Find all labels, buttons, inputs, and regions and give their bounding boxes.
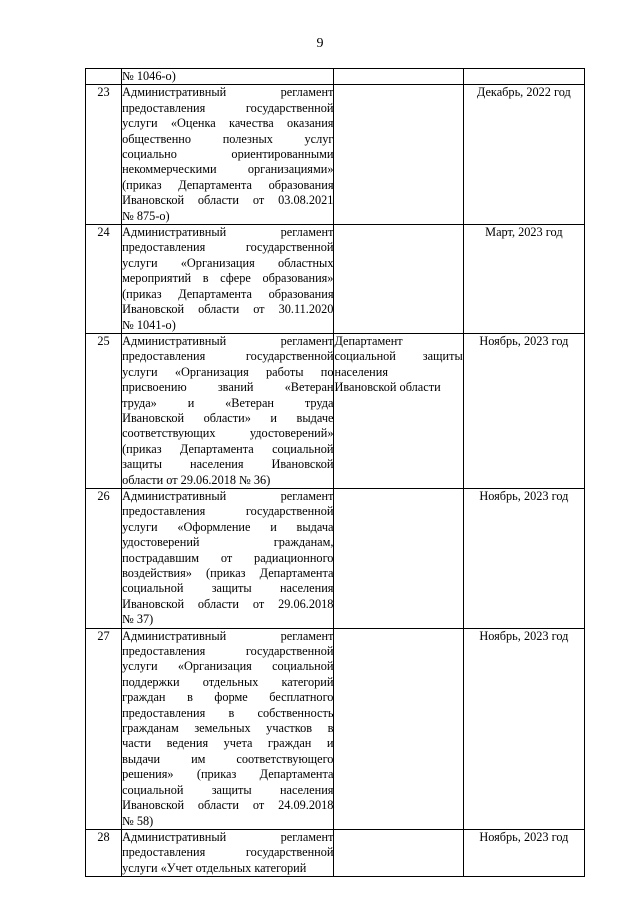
table-row xyxy=(86,333,585,488)
regulation-name-line: № 1041-о) xyxy=(122,317,176,332)
word: социальной xyxy=(272,659,334,674)
word: отдельных xyxy=(202,674,259,689)
department-line: Департамент xyxy=(334,333,403,348)
word: предоставления xyxy=(122,705,206,720)
word: гражданам xyxy=(122,721,179,736)
regulation-name-line xyxy=(122,845,333,860)
word: 30.11.2020 xyxy=(278,302,334,317)
regulation-name-cell xyxy=(122,829,334,876)
deadline-cell: Ноябрь, 2023 год xyxy=(463,829,584,876)
regulation-name-line xyxy=(122,178,333,193)
row-number: 28 xyxy=(86,829,122,876)
word: Ивановской xyxy=(122,798,185,813)
word: пострадавшим xyxy=(122,550,200,565)
regulation-name-line: области от 29.06.2018 № 36) xyxy=(122,472,271,487)
regulation-name-line xyxy=(122,302,333,317)
regulation-name-line xyxy=(122,365,333,380)
table-row xyxy=(86,225,585,334)
word: регламент xyxy=(280,829,334,844)
regulation-name-line xyxy=(122,629,333,644)
regulation-name-line xyxy=(122,690,333,705)
deadline-cell: Ноябрь, 2023 год xyxy=(463,333,584,488)
word: званий xyxy=(217,380,254,395)
regulation-name-line xyxy=(122,334,333,349)
word: Ивановской xyxy=(122,410,185,425)
word: Департамента xyxy=(179,441,254,456)
word: предоставления xyxy=(122,644,206,659)
word: в xyxy=(327,721,334,736)
word: государственной xyxy=(245,644,334,659)
department-cell xyxy=(334,829,463,876)
department-line: Ивановской области xyxy=(334,380,441,395)
regulation-name-line xyxy=(122,798,333,813)
regulation-name-line xyxy=(122,85,333,100)
word: Ивановской xyxy=(122,596,185,611)
word: оказания xyxy=(286,116,334,131)
regulation-name-line xyxy=(122,193,333,208)
word: предоставления xyxy=(122,504,206,519)
regulation-name-line xyxy=(122,411,333,426)
word: удостоверений xyxy=(122,535,200,550)
word: социальной xyxy=(272,441,334,456)
regulation-name-cell xyxy=(122,225,334,334)
word: мероприятий xyxy=(122,271,192,286)
word: защиты xyxy=(211,782,252,797)
word: Департамента xyxy=(259,566,334,580)
regulation-name-line xyxy=(122,225,333,240)
word: регламент xyxy=(280,333,334,348)
word: регламент xyxy=(280,85,334,100)
regulation-name-line xyxy=(122,504,333,519)
word: земельных xyxy=(194,721,251,736)
word: ориентированными xyxy=(231,147,334,162)
word: решения» xyxy=(122,767,174,782)
word: «Ветеран xyxy=(284,380,334,395)
word: социальной xyxy=(122,581,184,596)
regulation-name-line: № 1046-о) xyxy=(122,69,176,83)
department-cell xyxy=(334,488,463,628)
word: радиационного xyxy=(254,550,334,565)
word: Ивановской xyxy=(122,302,185,317)
word: Административный xyxy=(122,628,227,643)
word: от xyxy=(220,550,233,565)
word: социальной xyxy=(122,782,184,797)
word: в xyxy=(202,271,209,286)
department-cell xyxy=(334,628,463,829)
regulation-name-line: услуги «Учет отдельных категорий xyxy=(122,860,307,875)
regulation-name-line xyxy=(122,597,333,612)
word: удостоверений» xyxy=(249,426,334,441)
word: по xyxy=(320,364,334,379)
regulations-table-body xyxy=(86,69,585,877)
regulation-name-line xyxy=(122,581,333,596)
word: 29.06.2018 xyxy=(278,596,334,611)
word: в xyxy=(187,690,193,705)
word: гражданам, xyxy=(273,535,334,550)
word: от xyxy=(253,302,265,317)
word: образования xyxy=(268,286,334,301)
regulation-name-line xyxy=(122,535,333,550)
department-line: населения xyxy=(334,364,389,379)
regulation-name-line xyxy=(122,644,333,659)
word: образования» xyxy=(262,271,334,286)
word: соответствующего xyxy=(236,751,334,766)
word: ведения xyxy=(166,736,209,751)
regulation-name-line xyxy=(122,396,333,411)
word: государственной xyxy=(245,240,334,255)
word: предоставления xyxy=(122,845,206,860)
word: поддержки xyxy=(122,674,180,689)
regulation-name-line xyxy=(122,659,333,674)
word: (приказ xyxy=(196,767,237,782)
regulation-name-line xyxy=(122,101,333,116)
word: полезных xyxy=(222,131,273,146)
word: области xyxy=(197,798,240,813)
regulation-name-line xyxy=(122,489,333,504)
regulation-name-line xyxy=(122,830,333,845)
word: Административный xyxy=(122,488,227,503)
deadline-cell: Ноябрь, 2023 год xyxy=(463,628,584,829)
word: соответствующих xyxy=(122,426,216,441)
department-cell xyxy=(334,333,463,488)
word: Департамента xyxy=(178,177,252,192)
regulation-name-line xyxy=(122,256,333,271)
regulation-name-line xyxy=(122,566,333,581)
word: населения xyxy=(190,457,244,472)
table-row xyxy=(86,69,585,85)
word: выдачи xyxy=(122,751,161,766)
table-row xyxy=(86,85,585,225)
word: общественно xyxy=(122,131,192,146)
word: регламент xyxy=(280,628,334,643)
word: государственной xyxy=(245,100,334,115)
word: (приказ xyxy=(206,566,246,580)
row-number: 25 xyxy=(86,333,122,488)
word: Административный xyxy=(122,225,227,240)
regulation-name-line xyxy=(122,767,333,782)
regulation-name-line xyxy=(122,271,333,286)
word: услуг xyxy=(304,131,334,146)
word: услуги xyxy=(122,116,158,131)
word: населения xyxy=(279,782,334,797)
table-row xyxy=(86,488,585,628)
regulation-name-cell xyxy=(122,85,334,225)
word: от xyxy=(252,596,265,611)
deadline-cell: Март, 2023 год xyxy=(463,225,584,334)
word: услуги xyxy=(122,519,158,534)
word: и xyxy=(326,736,334,751)
regulation-name-line xyxy=(122,380,333,395)
word: труда» xyxy=(122,395,157,410)
regulation-name-line xyxy=(122,736,333,751)
word: бесплатного xyxy=(269,690,334,705)
word: Ивановской xyxy=(271,457,334,472)
word: регламент xyxy=(280,488,334,503)
word: (приказ xyxy=(122,286,162,301)
word: услуги xyxy=(122,364,158,379)
word: Административный xyxy=(122,829,227,844)
word: Ивановской xyxy=(122,193,185,208)
word: (приказ xyxy=(122,441,162,456)
word: Департамента xyxy=(178,286,252,301)
regulation-name-cell xyxy=(122,333,334,488)
word: участков xyxy=(266,721,313,736)
row-number: 26 xyxy=(86,488,122,628)
word: форме xyxy=(214,690,248,705)
word: государственной xyxy=(245,845,334,860)
regulation-name-line xyxy=(122,721,333,736)
table-row xyxy=(86,628,585,829)
word: области» xyxy=(203,410,251,425)
regulation-name-line xyxy=(122,287,333,302)
word: области xyxy=(197,596,240,611)
regulations-table xyxy=(85,68,585,877)
regulation-name-line xyxy=(122,706,333,721)
regulation-name-cell xyxy=(122,69,334,85)
word: от xyxy=(252,193,265,208)
word: организациями» xyxy=(247,162,334,177)
regulation-name-line xyxy=(122,349,333,364)
word: граждан xyxy=(267,736,312,751)
word: некоммерческими xyxy=(122,162,217,177)
word: качества xyxy=(229,116,274,131)
word: области xyxy=(198,302,240,317)
word: «Организация xyxy=(180,255,255,270)
word: части xyxy=(122,736,152,751)
regulation-name-line: № 58) xyxy=(122,813,154,828)
department-line xyxy=(334,349,462,364)
word: 24.09.2018 xyxy=(278,798,334,813)
word: учета xyxy=(223,736,253,751)
word: 03.08.2021 xyxy=(278,193,334,208)
regulation-name-cell xyxy=(122,488,334,628)
word: «Ветеран xyxy=(225,395,274,410)
word: Департамента xyxy=(259,767,334,782)
word: защиты xyxy=(422,349,463,364)
regulation-name-line xyxy=(122,132,333,147)
word: населения xyxy=(279,581,334,596)
table-row xyxy=(86,829,585,876)
department-cell xyxy=(334,85,463,225)
word: «Организация xyxy=(177,659,252,674)
word: образования xyxy=(268,177,334,192)
word: сфере xyxy=(220,271,251,286)
row-number: 27 xyxy=(86,628,122,829)
regulation-name-line xyxy=(122,752,333,767)
word: граждан xyxy=(122,690,166,705)
deadline-cell: Декабрь, 2022 год xyxy=(463,85,584,225)
regulation-name-line: № 875-о) xyxy=(122,208,170,223)
word: области xyxy=(197,193,240,208)
word: областных xyxy=(277,255,334,270)
word: защиты xyxy=(211,581,252,596)
regulation-name-line xyxy=(122,457,333,472)
word: предоставления xyxy=(122,349,206,364)
word: и xyxy=(187,395,195,410)
word: Административный xyxy=(122,333,227,348)
word: услуги xyxy=(122,659,158,674)
page-number: 9 xyxy=(316,36,324,51)
word: работы xyxy=(266,364,304,379)
regulation-name-line xyxy=(122,116,333,131)
word: (приказ xyxy=(122,177,162,192)
word: присвоению xyxy=(122,380,187,395)
word: «Оформление xyxy=(177,519,251,534)
word: Административный xyxy=(122,85,227,100)
regulation-name-line xyxy=(122,783,333,798)
deadline-cell: Ноябрь, 2023 год xyxy=(463,488,584,628)
word: выдача xyxy=(296,519,334,534)
word: предоставления xyxy=(122,100,206,115)
regulation-name-line xyxy=(122,240,333,255)
word: регламент xyxy=(280,225,334,240)
regulation-name-line xyxy=(122,147,333,162)
regulation-name-line xyxy=(122,426,333,441)
word: «Оценка xyxy=(170,116,216,131)
regulation-name-line xyxy=(122,675,333,690)
word: труда xyxy=(304,395,334,410)
word: услуги xyxy=(122,255,158,270)
regulation-name-cell xyxy=(122,628,334,829)
word: в xyxy=(228,705,235,720)
word: и xyxy=(270,410,277,425)
word: социальной xyxy=(334,349,396,364)
row-number: 23 xyxy=(86,85,122,225)
department-cell xyxy=(334,225,463,334)
word: категорий xyxy=(281,674,334,689)
row-number xyxy=(86,69,122,85)
word: защиты xyxy=(122,457,163,472)
word: государственной xyxy=(245,504,334,519)
word: собственность xyxy=(257,705,334,720)
regulation-name-line xyxy=(122,551,333,566)
word: «Организация xyxy=(174,364,249,379)
word: им xyxy=(191,751,206,766)
word: выдаче xyxy=(296,410,334,425)
word: государственной xyxy=(245,349,334,364)
regulation-name-line: № 37) xyxy=(122,612,154,627)
regulation-name-line xyxy=(122,162,333,177)
word: социально xyxy=(122,147,177,162)
word: предоставления xyxy=(122,240,206,255)
regulation-name-line xyxy=(122,442,333,457)
word: от xyxy=(252,798,265,813)
deadline-cell xyxy=(463,69,584,85)
word: воздействия» xyxy=(122,566,192,580)
word: и xyxy=(270,519,277,534)
row-number: 24 xyxy=(86,225,122,334)
regulation-name-line xyxy=(122,520,333,535)
department-cell xyxy=(334,69,463,85)
